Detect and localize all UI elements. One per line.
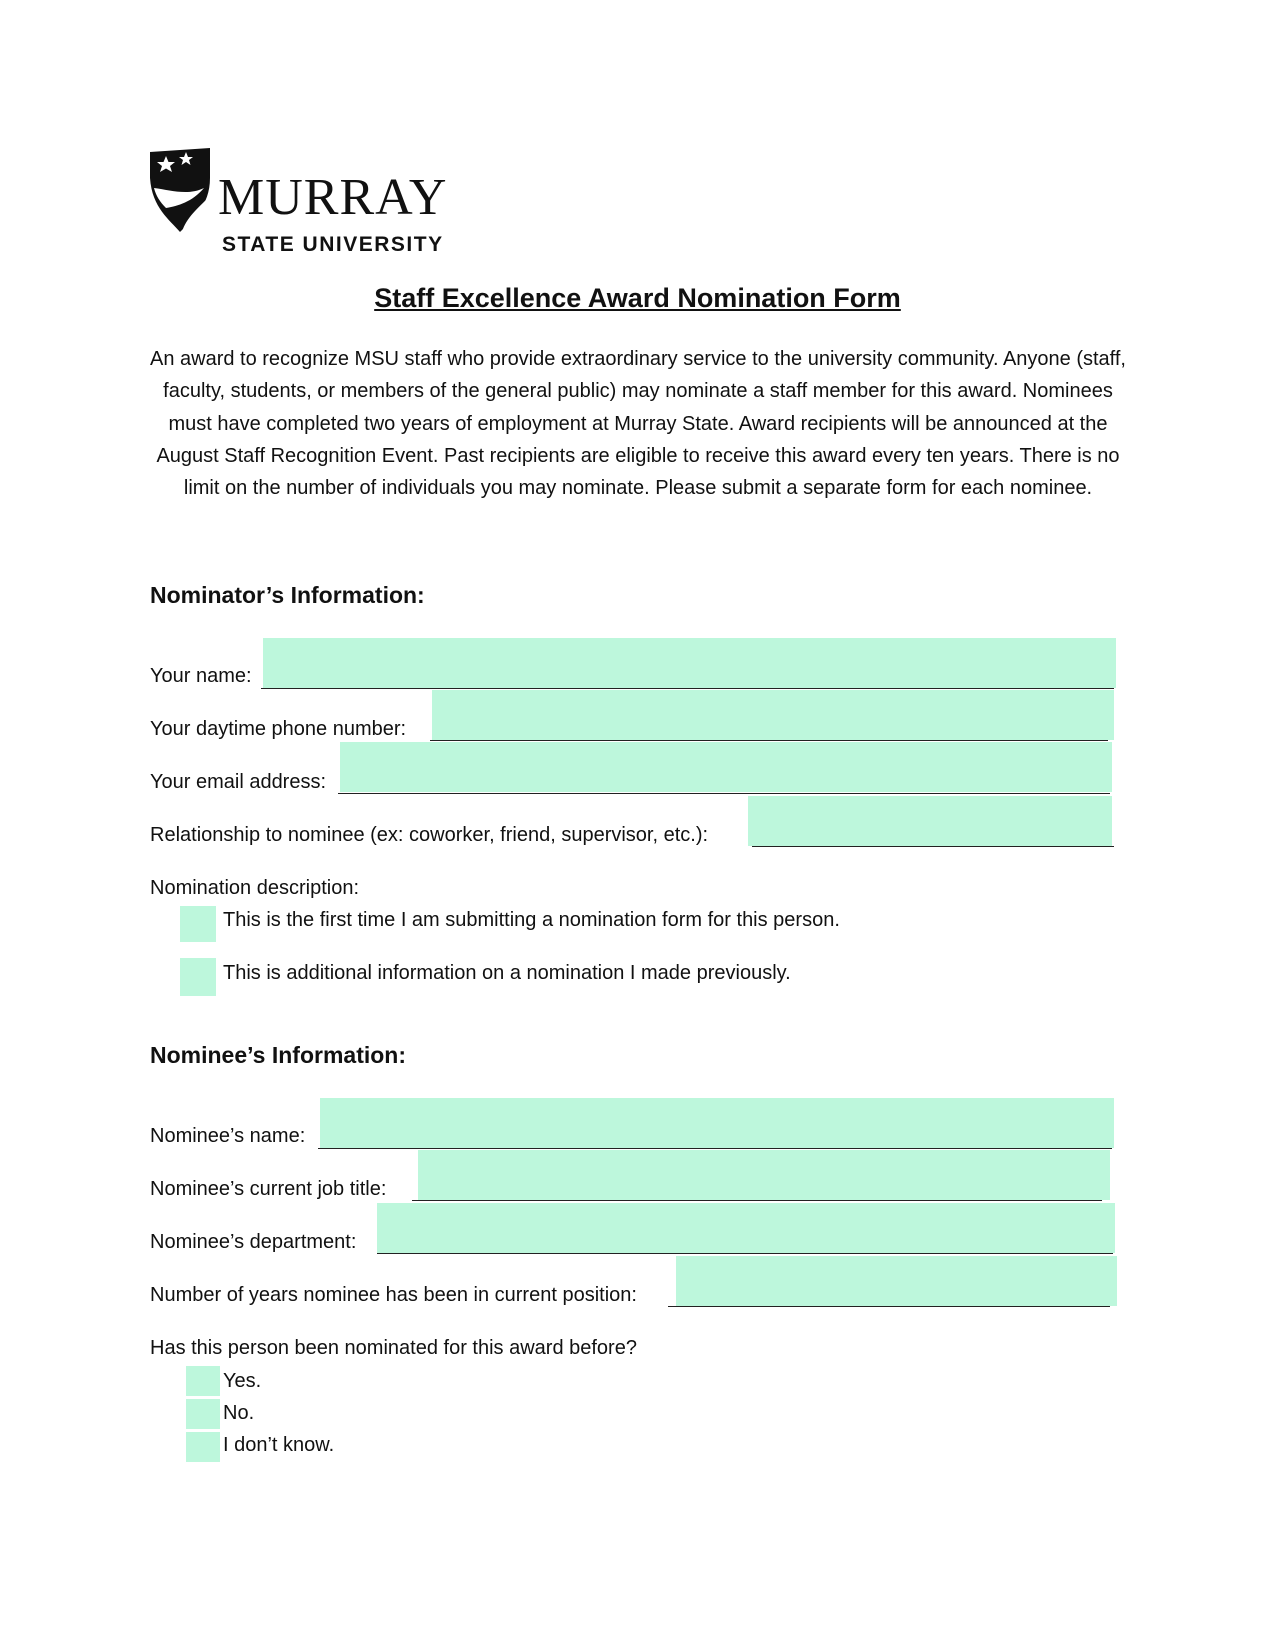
nominee-name-field[interactable] (320, 1098, 1114, 1148)
nominee-heading: Nominee’s Information: (150, 1042, 406, 1068)
relationship-field[interactable] (748, 796, 1112, 846)
relationship-underline (752, 846, 1114, 847)
first-time-option-label: This is the first time I am submitting a nomination form for this person. (223, 909, 840, 931)
additional-info-checkbox[interactable] (180, 958, 216, 996)
relationship-label: Relationship to nominee (ex: coworker, friend, supervisor, etc.): (150, 824, 709, 846)
yes-checkbox[interactable] (186, 1366, 220, 1396)
previous-nomination-question: Has this person been nominated for this award before? (150, 1337, 637, 1359)
years-field[interactable] (676, 1256, 1117, 1306)
email-label: Your email address: (150, 771, 327, 793)
phone-underline (430, 740, 1108, 741)
yes-option-label: Yes. (223, 1370, 262, 1392)
no-option-label: No. (223, 1402, 255, 1424)
no-checkbox[interactable] (186, 1399, 220, 1429)
department-underline (377, 1253, 1113, 1254)
years-underline (668, 1306, 1110, 1307)
logo-subtitle: STATE UNIVERSITY (222, 233, 444, 256)
job-title-label: Nominee’s current job title: (150, 1178, 387, 1200)
page-title: Staff Excellence Award Nomination Form (374, 283, 901, 313)
nominee-name-label: Nominee’s name: (150, 1125, 306, 1147)
department-label: Nominee’s department: (150, 1231, 357, 1253)
your-name-field[interactable] (263, 638, 1116, 688)
additional-info-option-label: This is additional information on a nomination I made previously. (223, 962, 791, 984)
first-time-checkbox[interactable] (180, 906, 216, 942)
nomination-description-label: Nomination description: (150, 877, 359, 899)
your-name-underline (261, 688, 1114, 689)
logo-wordmark: MURRAY (218, 169, 448, 226)
job-title-field[interactable] (418, 1150, 1110, 1200)
dont-know-checkbox[interactable] (186, 1432, 220, 1462)
email-field[interactable] (340, 742, 1112, 792)
years-label: Number of years nominee has been in current position: (150, 1284, 637, 1306)
your-name-label: Your name: (150, 665, 252, 687)
phone-field[interactable] (432, 690, 1114, 740)
university-logo (148, 148, 468, 260)
dont-know-option-label: I don’t know. (223, 1434, 335, 1456)
job-title-underline (412, 1200, 1102, 1201)
phone-label: Your daytime phone number: (150, 718, 407, 740)
nominee-name-underline (318, 1148, 1112, 1149)
nominator-heading: Nominator’s Information: (150, 582, 425, 608)
intro-paragraph: An award to recognize MSU staff who provide extraordinary service to the university community. Anyone (staff, faculty, students, or members of the general public) may nominate a staff member for this award. Nominees must have completed two years of employment at Murray State. Award recipients will be announced at the August Staff Recognition Event. Past recipients are eligible to receive this award every ten years. There is no limit on the number of individuals you may nominate. Please submit a separate form for each nominee. (149, 348, 1126, 500)
department-field[interactable] (377, 1203, 1115, 1253)
shield-logo-icon (148, 148, 214, 232)
email-underline (338, 793, 1110, 794)
